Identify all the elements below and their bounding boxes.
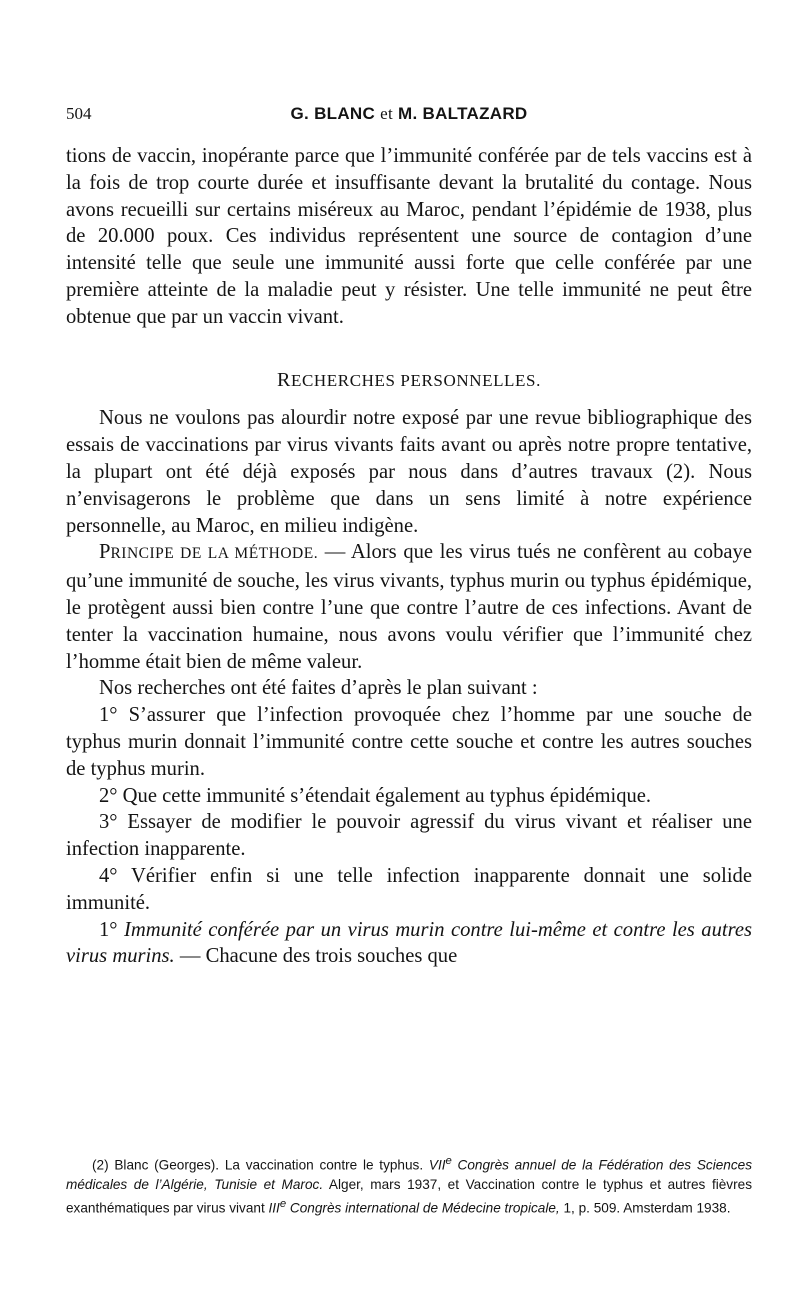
footnote-ref: (2) Blanc (Georges). La vaccination contre le typhus. [92, 1157, 429, 1173]
footnote-congress-number: VII [428, 1157, 446, 1173]
author-blanc: G. BLANC [290, 104, 376, 123]
footnote-sup: e [445, 1155, 452, 1167]
footnote-congress-number-2: III [268, 1200, 280, 1216]
subsection-1 [66, 917, 752, 971]
plan-item-1: 1° S’assurer que l’infection provoquée chez l’homme par une souche de typhus murin donnait l’immunité contre cette souche et contre les autres souches de typhus murin. [66, 704, 752, 780]
plan-item-3: 3° Essayer de modifier le pouvoir agressif du virus vivant et réaliser une infection inapparente. [66, 811, 752, 861]
paragraph-bibliography: Nous ne voulons pas alourdir notre exposé par une revue bibliographique des essais de vaccinations par virus vivants faits avant ou après notre propre tentative, la plupart ont été déjà exposés par nous dans d’autres travaux (2). Nous n’envisagerons le problème que dans un sens limité à notre expérience personnelle, au Maroc, en milieu indigène. [66, 407, 752, 537]
page-header [66, 104, 752, 130]
section-heading-initial: R [277, 368, 291, 391]
principe-initial: P [99, 541, 111, 564]
footnote-end: 1, p. 509. Amsterdam 1938. [559, 1200, 731, 1216]
author-conjunction: et [380, 104, 393, 123]
principe-heading [99, 541, 318, 563]
footnote-text: Alger, mars 1937, et Vaccination contre le typhus et autres fièvres exanthématiques par virus vivant [66, 1177, 752, 1216]
paragraph-principe [66, 539, 752, 675]
footnote-congress-title: Congrès annuel de la Fédération des Sciences médicales de l’Algérie, Tunisie et Maroc. [66, 1157, 752, 1193]
author-baltazard: M. BALTAZARD [398, 104, 528, 123]
subsection-number: 1° [99, 918, 118, 941]
page-number: 504 [66, 104, 92, 123]
plan-item-4: 4° Vérifier enfin si une telle infection inapparente donnait une solide immunité. [66, 864, 752, 914]
footnote-2 [66, 1152, 752, 1218]
section-heading-recherches [66, 367, 752, 395]
principe-text: — Alors que les virus tués ne confèrent au cobaye qu’une immunité de souche, les virus vivants, typhus murin ou typhus épidémique, le protègent aussi bien contre l’une que contre l’autre de ces infections. Avant de tenter la vaccination humaine, nous avons voulu vérifier que l’immunité chez l’homme était bien de même valeur. [66, 541, 752, 673]
plan-item-2: 2° Que cette immunité s’étendait également au typhus épidémique. [99, 784, 652, 807]
paragraph-plan: Nos recherches ont été faites d’après le plan suivant : [99, 677, 538, 700]
body-text [66, 143, 752, 970]
footnote [66, 1152, 752, 1218]
footnote-sup-2: e [279, 1197, 287, 1210]
section-heading-rest: ECHERCHES PERSONNELLES. [291, 370, 541, 390]
paragraph-vaccine-immunity: tions de vaccin, inopérante parce que l’immunité conférée par de tels vaccins est à la fois de trop courte durée et insuffisante devant la brutalité du contage. Nous avons recueilli sur certains miséreux au Maroc, pendant l’épidémie de 1938, plus de 20.000 poux. Ces individus représentent une source de contagion d’une intensité telle que seule une immunité aussi forte que celle conférée par une première atteinte de la maladie peut y résister. Une telle immunité ne peut être obtenue que par un vaccin vivant. [66, 145, 752, 328]
subsection-text: — Chacune des trois souches que [174, 945, 458, 968]
subsection-title: Immunité conférée par un virus murin contre lui-même et contre les autres virus murins. [66, 918, 752, 968]
principe-rest: RINCIPE DE LA MÉTHODE. [110, 545, 319, 563]
footnote-congress-title-2: Congrès international de Médecine tropicale, [286, 1200, 560, 1216]
running-head [66, 104, 752, 124]
